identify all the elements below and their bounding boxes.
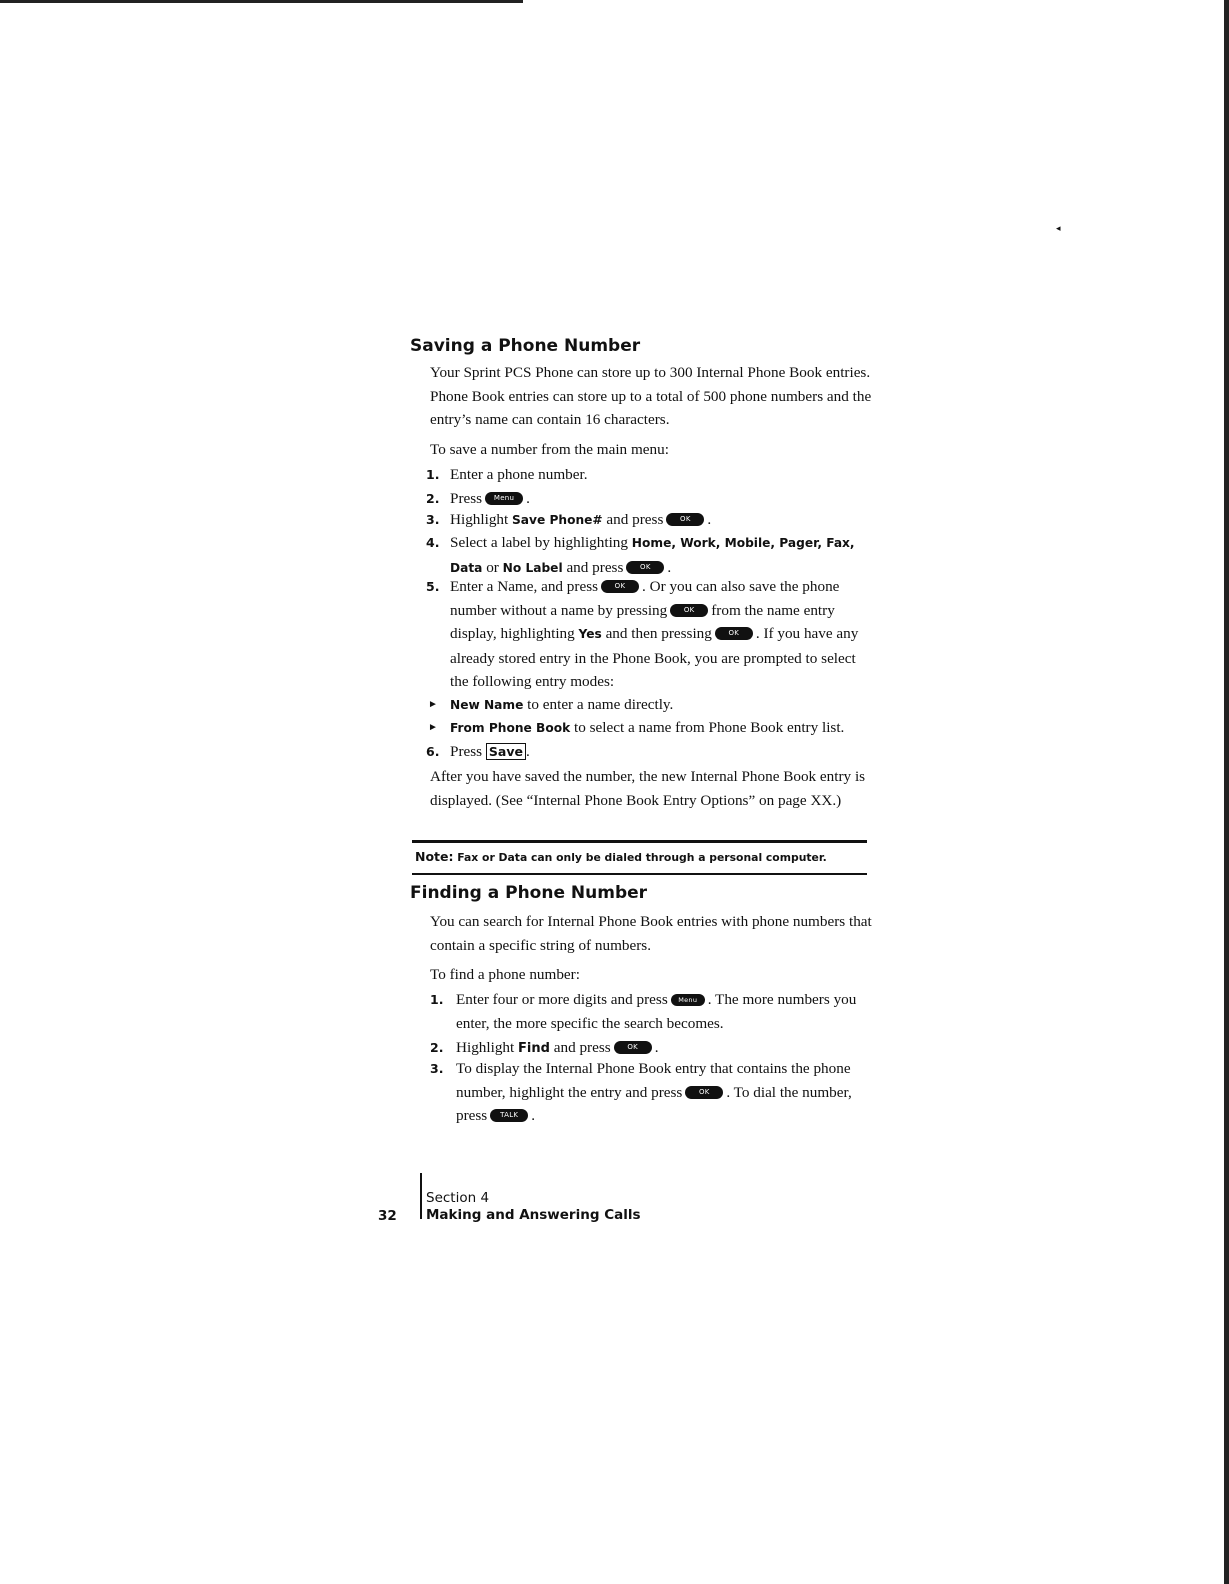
finding-lead: To find a phone number: — [430, 966, 580, 983]
top-edge-rule — [0, 0, 523, 3]
note-box: Note: Fax or Data can only be dialed through a personal computer. — [415, 849, 827, 864]
menu-key-icon: Menu — [671, 994, 705, 1006]
footer-chapter-title: Making and Answering Calls — [426, 1207, 641, 1223]
finding-intro: You can search for Internal Phone Book entries with phone numbers that contain a specific string of numbers. — [430, 913, 872, 954]
note-bottom-rule — [412, 873, 867, 875]
bullet-arrow-icon: ► — [428, 722, 438, 733]
saving-step-1: 1. Enter a phone number. — [426, 466, 588, 483]
find-option: Find — [518, 1041, 550, 1056]
ok-key-icon: OK — [626, 561, 664, 574]
footer-divider — [420, 1173, 422, 1219]
label-options: Home, Work, Mobile, Pager, Fax, — [631, 536, 855, 550]
finding-step-1: 1. Enter four or more digits and press Menu . The more numbers you enter, the more specific the search becomes. — [430, 991, 857, 1032]
save-softkey: Save — [486, 743, 526, 760]
yes-option: Yes — [578, 627, 602, 641]
data-option: Data — [450, 560, 483, 575]
save-phone-option: Save Phone# — [512, 513, 603, 527]
ok-key-icon: OK — [685, 1086, 723, 1099]
ok-key-icon: OK — [601, 580, 639, 593]
bullet-arrow-icon: ► — [428, 699, 438, 710]
talk-key-icon: TALK — [490, 1109, 528, 1122]
ok-key-icon: OK — [670, 604, 708, 617]
no-label-option: No Label — [502, 560, 563, 575]
saving-after: After you have saved the number, the new Internal Phone Book entry is displayed. (See “Internal Phone Book Entry Options” on page XX.) — [430, 768, 866, 809]
ok-key-icon: OK — [614, 1041, 652, 1054]
right-edge-rule — [1224, 0, 1229, 1584]
finding-step-3: 3. To display the Internal Phone Book entry that contains the phone number, highlight the entry and press OK . To dial the number, press TALK . — [430, 1060, 852, 1124]
ok-key-icon: OK — [715, 627, 753, 640]
note-top-rule — [412, 840, 867, 843]
saving-step-6: 6. Press Save . — [426, 743, 530, 760]
saving-step-4: 4. Select a label by highlighting Home, Work, Mobile, Pager, Fax, Data or No Label and press OK . — [426, 534, 855, 576]
saving-lead: To save a number from the main menu: — [430, 441, 669, 458]
saving-step-5: 5. Enter a Name, and press OK . Or you can also save the phone number without a name by pressing OK from the name entry display, highlighting Yes and then pressing OK . If you have any already stored entry in the Phone Book, you are prompted to select the following entry modes: — [426, 578, 859, 690]
section-heading-finding: Finding a Phone Number — [410, 883, 648, 903]
page-number: 32 — [378, 1208, 397, 1224]
saving-step-2: 2. Press Menu . — [426, 490, 530, 507]
menu-key-icon: Menu — [485, 492, 523, 505]
finding-step-2: 2. Highlight Find and press OK . — [430, 1039, 659, 1056]
saving-bullet-new-name: ► New Name to enter a name directly. — [428, 693, 878, 717]
scan-mark: ◂ — [1056, 224, 1061, 234]
saving-step-3: 3. Highlight Save Phone# and press OK . — [426, 511, 712, 528]
ok-key-icon: OK — [666, 513, 704, 526]
section-heading-saving: Saving a Phone Number — [410, 336, 641, 356]
saving-intro: Your Sprint PCS Phone can store up to 300 Internal Phone Book entries. Phone Book entries can store up to a total of 500 phone numbers and the entry’s name can contain 16 characters. — [430, 364, 872, 428]
saving-bullet-from-phone-book: ► From Phone Book to select a name from Phone Book entry list. — [428, 716, 878, 740]
footer-section-label: Section 4 — [426, 1190, 490, 1206]
